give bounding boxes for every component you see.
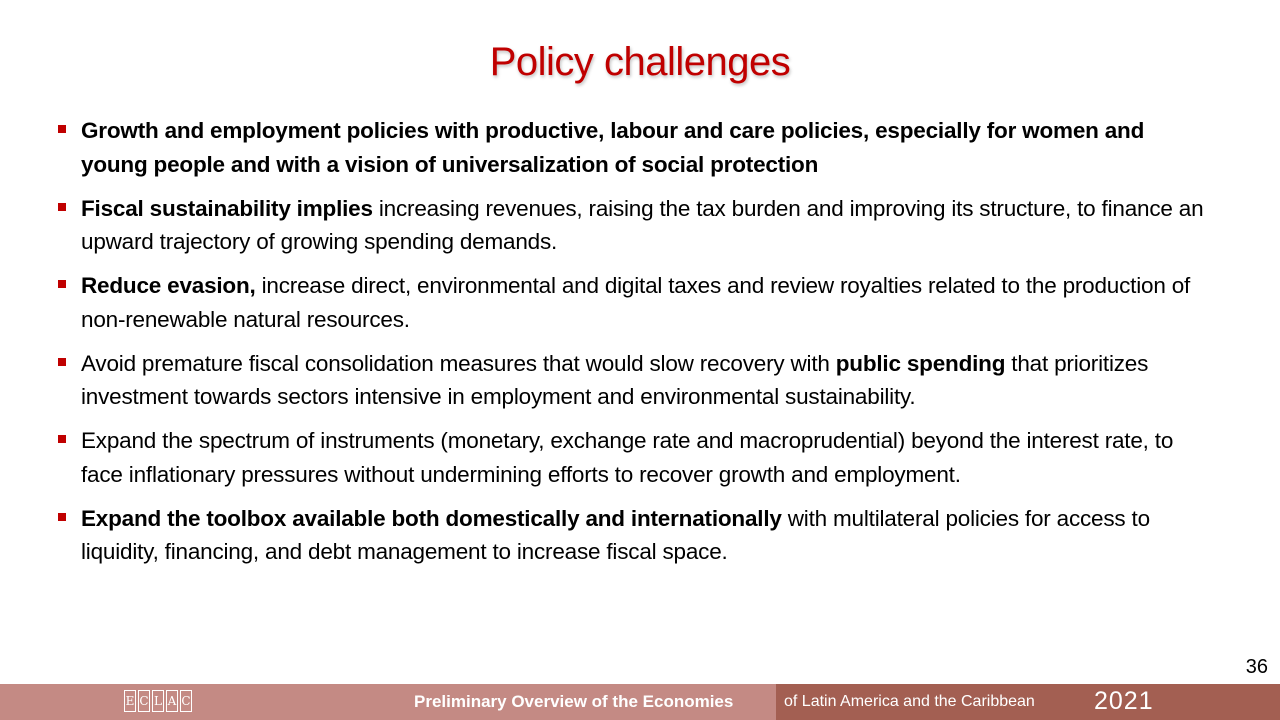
- footer-bar: [0, 684, 1280, 720]
- logo-letter: C: [180, 690, 192, 712]
- square-bullet-icon: [58, 125, 66, 133]
- bullet-bold-text: Reduce evasion,: [81, 273, 256, 298]
- bullet-item: [56, 114, 1216, 181]
- bullet-text: that prioritizes investment towards sectors intensive in employment and environmental sustainability.: [81, 350, 1149, 409]
- bullet-text: with multilateral policies for access to liquidity, financing, and debt management to increase fiscal space.: [81, 505, 1150, 564]
- logo-letter: A: [166, 690, 178, 712]
- bullet-item: [56, 192, 1216, 259]
- bullet-item: [56, 502, 1216, 569]
- logo-letter: E: [124, 690, 136, 712]
- square-bullet-icon: [58, 358, 66, 366]
- bullet-text: Expand the spectrum of instruments (monetary, exchange rate and macroprudential) beyond the interest rate, to face inflationary pressures without undermining efforts to recover growth and employment.: [81, 428, 1174, 487]
- footer-year: 2021: [1094, 687, 1154, 715]
- bullet-bold-text: Fiscal sustainability implies: [81, 195, 373, 221]
- square-bullet-icon: [58, 280, 66, 288]
- logo-letter: C: [138, 690, 150, 712]
- bullet-bold-text: public spending: [835, 350, 1006, 376]
- bullet-bold-text: Growth and employment policies with productive, labour and care policies, especially for women and young people and with a vision of universalization of social protection: [81, 118, 1145, 177]
- bullet-text: increasing revenues, raising the tax burden and improving its structure, to finance an upward trajectory of growing spending demands.: [81, 195, 1204, 254]
- eclac-logo: [124, 690, 192, 712]
- bullet-pre-text: Avoid premature fiscal consolidation measures that would slow recovery with: [81, 350, 836, 376]
- footer-title-bold: Preliminary Overview of the Economies: [414, 692, 734, 711]
- page-number: 36: [1245, 656, 1268, 678]
- bullet-list: [56, 114, 1216, 579]
- square-bullet-icon: [58, 513, 66, 521]
- logo-letter: L: [152, 690, 164, 712]
- bullet-bold-text: Expand the toolbox available both domestically and internationally: [81, 505, 782, 531]
- bullet-text: increase direct, environmental and digital taxes and review royalties related to the production of non-renewable natural resources.: [81, 273, 1191, 332]
- footer-title-rest: of Latin America and the Caribbean: [784, 693, 1035, 710]
- bullet-item: [56, 269, 1216, 336]
- square-bullet-icon: [58, 203, 66, 211]
- bullet-item: [56, 347, 1216, 414]
- square-bullet-icon: [58, 435, 66, 443]
- bullet-item: [56, 424, 1216, 491]
- slide-title: Policy challenges: [489, 40, 791, 84]
